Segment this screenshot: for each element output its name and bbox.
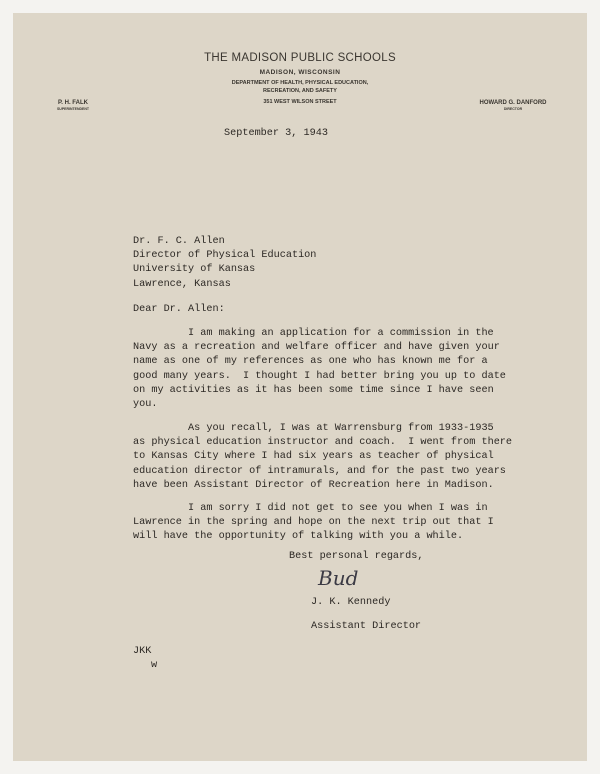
org-city: MADISON, WISCONSIN bbox=[259, 69, 341, 76]
superintendent-block bbox=[43, 100, 103, 111]
signer-title: Assistant Director bbox=[311, 621, 422, 632]
recipient-line: Dr. F. C. Allen bbox=[133, 236, 225, 247]
text-line: name as one of my references as one who has known me for a bbox=[133, 356, 488, 368]
director-name: HOWARD G. DANFORD bbox=[479, 100, 547, 106]
dept-line-2: RECREATION, AND SAFETY bbox=[263, 87, 337, 94]
signer-name: J. K. Kennedy bbox=[311, 597, 391, 608]
signature: Bud bbox=[318, 566, 359, 590]
text-line: Navy as a recreation and welfare officer and have given your bbox=[133, 342, 500, 354]
dept-line-1: DEPARTMENT OF HEALTH, PHYSICAL EDUCATION, bbox=[231, 80, 369, 86]
recipient-address bbox=[133, 235, 316, 292]
text-line: Lawrence in the spring and hope on the next trip out that I bbox=[133, 517, 494, 529]
org-address: 351 WEST WILSON STREET bbox=[263, 99, 337, 105]
director-block bbox=[468, 100, 558, 111]
superintendent-name: P. H. FALK bbox=[58, 100, 88, 106]
recipient-line: Lawrence, Kansas bbox=[133, 278, 231, 290]
director-title: DIRECTOR bbox=[503, 107, 523, 112]
text-line: good many years. I thought I had better bring you up to date bbox=[133, 370, 506, 382]
org-name: THE MADISON PUBLIC SCHOOLS bbox=[204, 52, 396, 64]
text-line: I am making an application for a commission in the bbox=[188, 328, 494, 339]
paragraph-1 bbox=[133, 327, 506, 412]
recipient-line: University of Kansas bbox=[133, 264, 256, 276]
text-line: as physical education instructor and coach. I went from there bbox=[133, 437, 513, 449]
text-line: I am sorry I did not get to see you when I was in bbox=[188, 503, 488, 514]
text-line: on my activities as it has been some time since I have seen bbox=[133, 384, 494, 396]
typist-initials: w bbox=[151, 660, 158, 672]
text-line: you. bbox=[133, 399, 158, 411]
paragraph-2 bbox=[133, 422, 512, 493]
letter-page bbox=[13, 13, 587, 761]
paragraph-3 bbox=[133, 502, 494, 545]
author-initials: JKK bbox=[133, 646, 152, 657]
initials bbox=[133, 645, 157, 673]
salutation: Dear Dr. Allen: bbox=[133, 304, 225, 315]
recipient-line: Director of Physical Education bbox=[133, 250, 317, 262]
text-line: will have the opportunity of talking with you a while. bbox=[133, 531, 464, 543]
letter-date: September 3, 1943 bbox=[224, 128, 328, 139]
text-line: have been Assistant Director of Recreation here in Madison. bbox=[133, 479, 494, 491]
text-line: education director of intramurals, and for the past two years bbox=[133, 465, 506, 477]
text-line: to Kansas City where I had six years as teacher of physical bbox=[133, 451, 494, 463]
text-line: As you recall, I was at Warrensburg from 1933-1935 bbox=[188, 423, 494, 434]
superintendent-title: SUPERINTENDENT bbox=[56, 107, 90, 112]
closing: Best personal regards, bbox=[289, 551, 424, 562]
